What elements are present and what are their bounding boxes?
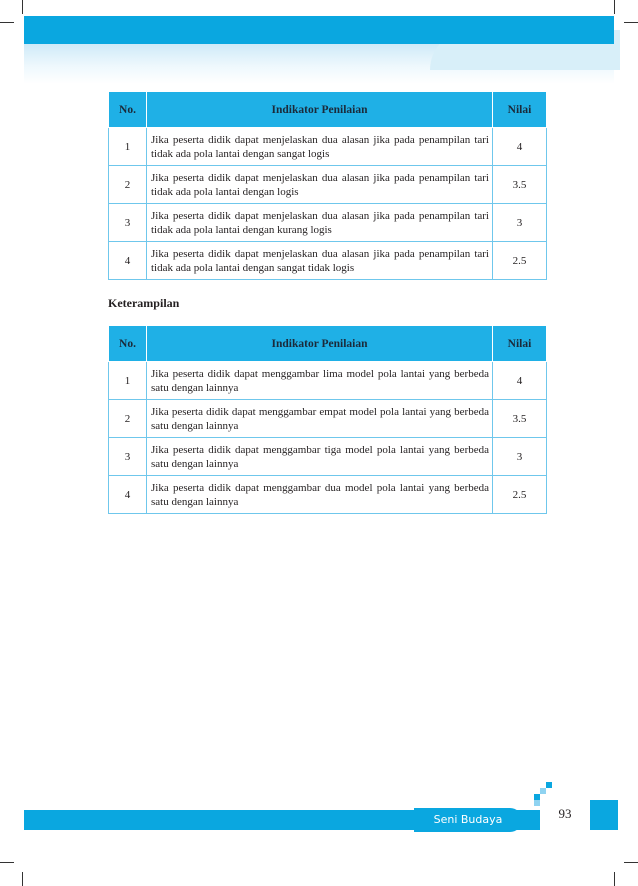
crop-mark xyxy=(22,0,23,14)
table-penilaian-pengetahuan xyxy=(108,91,547,280)
row-score: 4 xyxy=(493,128,547,166)
column-header-nilai: Nilai xyxy=(493,326,547,362)
table-row xyxy=(109,362,547,400)
crop-mark xyxy=(624,22,638,23)
row-indicator-text: Jika peserta didik dapat menjelaskan dua alasan jika pada penampilan tari tidak ada pola lantai dengan kurang logis xyxy=(151,209,489,236)
row-indicator-text: Jika peserta didik dapat menggambar empat model pola lantai yang berbeda satu dengan lainnya xyxy=(151,405,489,432)
pixel-decoration xyxy=(546,782,552,788)
pixel-decoration xyxy=(590,800,618,810)
crop-mark xyxy=(614,872,615,886)
row-indicator-text: Jika peserta didik dapat menjelaskan dua alasan jika pada penampilan tari tidak ada pola lantai dengan logis xyxy=(151,171,489,198)
crop-mark xyxy=(614,0,615,14)
row-indicator xyxy=(147,166,493,204)
footer-book-title: Seni Budaya xyxy=(414,808,522,832)
row-indicator-text: Jika peserta didik dapat menjelaskan dua alasan jika pada penampilan tari tidak ada pola lantai dengan sangat tidak logis xyxy=(151,247,489,274)
column-header-indikator: Indikator Penilaian xyxy=(147,92,493,128)
table-header-row xyxy=(109,92,547,128)
row-indicator xyxy=(147,128,493,166)
row-number: 4 xyxy=(109,242,147,280)
table-row xyxy=(109,204,547,242)
row-score: 2.5 xyxy=(493,476,547,514)
footer-band xyxy=(24,810,618,830)
crop-mark xyxy=(0,862,14,863)
column-header-no: No. xyxy=(109,326,147,362)
row-indicator-text: Jika peserta didik dapat menggambar lima model pola lantai yang berbeda satu dengan lainnya xyxy=(151,367,489,394)
table-penilaian-keterampilan xyxy=(108,325,547,514)
table-row xyxy=(109,128,547,166)
row-score: 4 xyxy=(493,362,547,400)
row-indicator xyxy=(147,476,493,514)
row-score: 3 xyxy=(493,438,547,476)
page-number: 93 xyxy=(558,806,572,821)
row-indicator xyxy=(147,242,493,280)
row-number: 1 xyxy=(109,362,147,400)
row-number: 3 xyxy=(109,204,147,242)
table-row xyxy=(109,400,547,438)
row-indicator xyxy=(147,362,493,400)
crop-mark xyxy=(22,872,23,886)
row-indicator xyxy=(147,204,493,242)
row-indicator xyxy=(147,438,493,476)
row-indicator-text: Jika peserta didik dapat menggambar dua model pola lantai yang berbeda satu dengan lainnya xyxy=(151,481,489,508)
section-title-keterampilan: Keterampilan xyxy=(108,296,180,310)
row-score: 2.5 xyxy=(493,242,547,280)
column-header-nilai: Nilai xyxy=(493,92,547,128)
crop-mark xyxy=(0,22,14,23)
row-score: 3.5 xyxy=(493,166,547,204)
column-header-no: No. xyxy=(109,92,147,128)
row-number: 3 xyxy=(109,438,147,476)
row-number: 2 xyxy=(109,166,147,204)
row-indicator-text: Jika peserta didik dapat menjelaskan dua alasan jika pada penampilan tari tidak ada pola lantai dengan sangat logis xyxy=(151,133,489,160)
table-header-row xyxy=(109,326,547,362)
row-indicator-text: Jika peserta didik dapat menggambar tiga model pola lantai yang berbeda satu dengan lainnya xyxy=(151,443,489,470)
table-row xyxy=(109,476,547,514)
row-number: 4 xyxy=(109,476,147,514)
header-band xyxy=(24,16,614,44)
table-row xyxy=(109,242,547,280)
row-score: 3.5 xyxy=(493,400,547,438)
column-header-indikator: Indikator Penilaian xyxy=(147,326,493,362)
row-indicator xyxy=(147,400,493,438)
row-number: 2 xyxy=(109,400,147,438)
crop-mark xyxy=(624,862,638,863)
row-score: 3 xyxy=(493,204,547,242)
row-number: 1 xyxy=(109,128,147,166)
table-row xyxy=(109,166,547,204)
pixel-decoration xyxy=(540,788,546,794)
table-row xyxy=(109,438,547,476)
